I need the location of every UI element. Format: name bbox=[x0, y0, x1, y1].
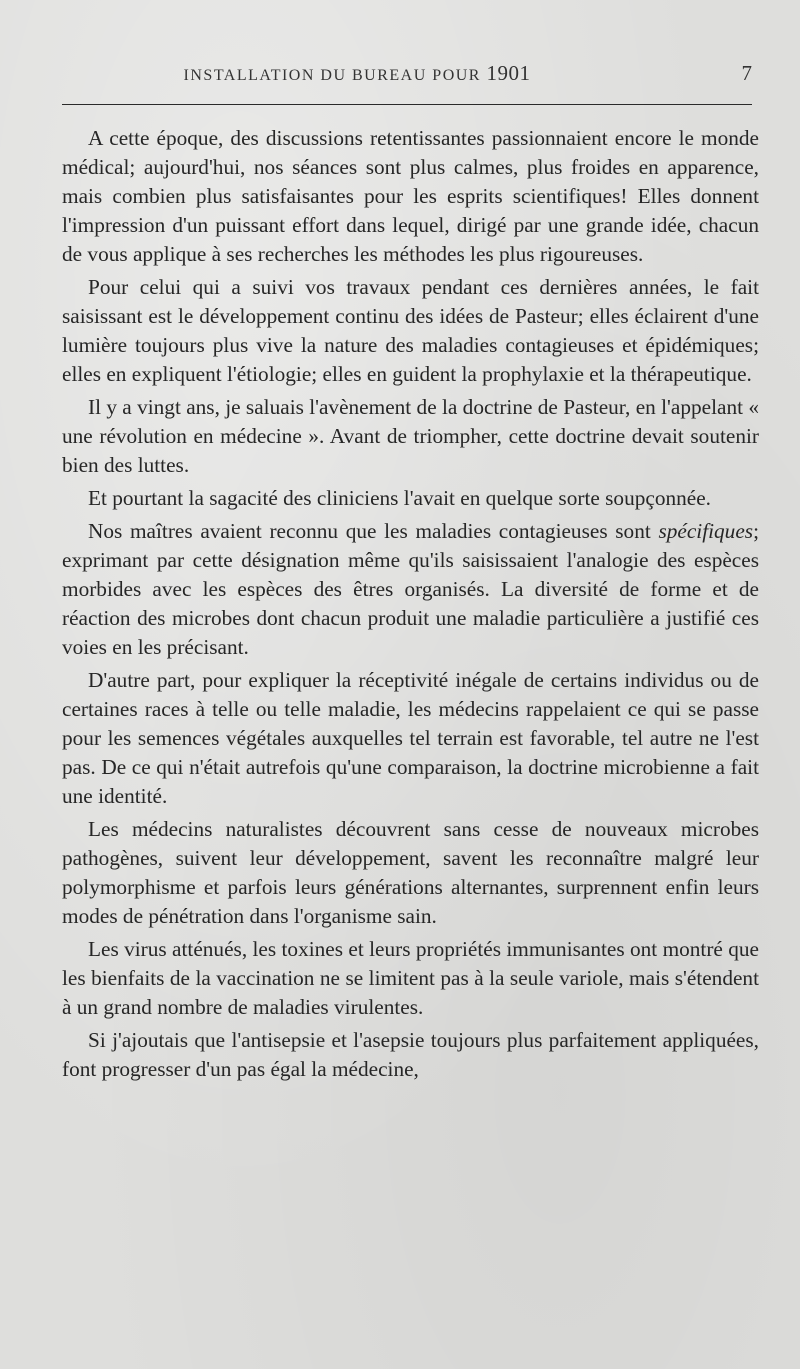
paragraph: D'autre part, pour expliquer la réceptivité inégale de certains individus ou de certaines races à telle ou telle maladie, les médecins rappelaient ce qui se passe pour les semences végétales auxquelles tel terrain est favorable, tel autre ne l'est pas. De ce qui n'était autrefois qu'une comparaison, la doctrine microbienne a fait une identité. bbox=[62, 668, 759, 808]
paragraph: Si j'ajoutais que l'antisepsie et l'asepsie toujours plus parfaitement appliquées, font progresser d'un pas égal la médecine, bbox=[62, 1028, 759, 1081]
body-text bbox=[62, 124, 759, 1088]
running-title-text: INSTALLATION DU BUREAU POUR bbox=[183, 67, 481, 84]
paragraph: Les virus atténués, les toxines et leurs propriétés immunisantes ont montré que les bienfaits de la vaccination ne se limitent pas à la seule variole, mais s'étendent à un grand nombre de maladies virulentes. bbox=[62, 937, 759, 1019]
emphasized-word: spécifiques bbox=[658, 519, 754, 543]
paragraph-text: ; exprimant par cette désignation même qu'ils saisissaient l'analogie des espèces morbides avec les espèces des êtres organisés. La diversité de forme et de réaction des microbes dont chacun produit une maladie particulière a justifié ces voies en les précisant. bbox=[62, 519, 759, 659]
header-rule bbox=[62, 104, 752, 105]
paragraph: Pour celui qui a suivi vos travaux pendant ces dernières années, le fait saisissant est le développement continu des idées de Pasteur; elles éclairent d'une lumière toujours plus vive la nature des maladies contagieuses et épidémiques; elles en expliquent l'étiologie; elles en guident la prophylaxie et la thérapeutique. bbox=[62, 275, 759, 386]
paragraph bbox=[62, 517, 759, 662]
paragraph: A cette époque, des discussions retentissantes passionnaient encore le monde médical; aujourd'hui, nos séances sont plus calmes, plus froides en apparence, mais combien plus satisfaisantes pour les esprits scientifiques! Elles donnent l'impression d'un puissant effort dans lequel, dirigé par une grande idée, chacun de vous applique à ses recherches les méthodes les plus rigoureuses. bbox=[62, 126, 759, 266]
running-title bbox=[62, 58, 652, 91]
paragraph: Les médecins naturalistes découvrent sans cesse de nouveaux microbes pathogènes, suivent leur développement, savent les reconnaître malgré leur polymorphisme et parfois leurs générations alternantes, surprennent enfin leurs modes de pénétration dans l'organisme sain. bbox=[62, 817, 759, 928]
running-title-year: 1901 bbox=[486, 61, 531, 85]
paragraph: Et pourtant la sagacité des cliniciens l'avait en quelque sorte soupçonnée. bbox=[88, 486, 712, 510]
running-head bbox=[62, 58, 752, 88]
paragraph-text: Nos maîtres avaient reconnu que les maladies contagieuses sont bbox=[88, 519, 659, 543]
page-number: 7 bbox=[741, 61, 752, 85]
paragraph: Il y a vingt ans, je saluais l'avènement de la doctrine de Pasteur, en l'appelant « une révolution en médecine ». Avant de triompher, cette doctrine devait soutenir bien des luttes. bbox=[62, 395, 759, 477]
